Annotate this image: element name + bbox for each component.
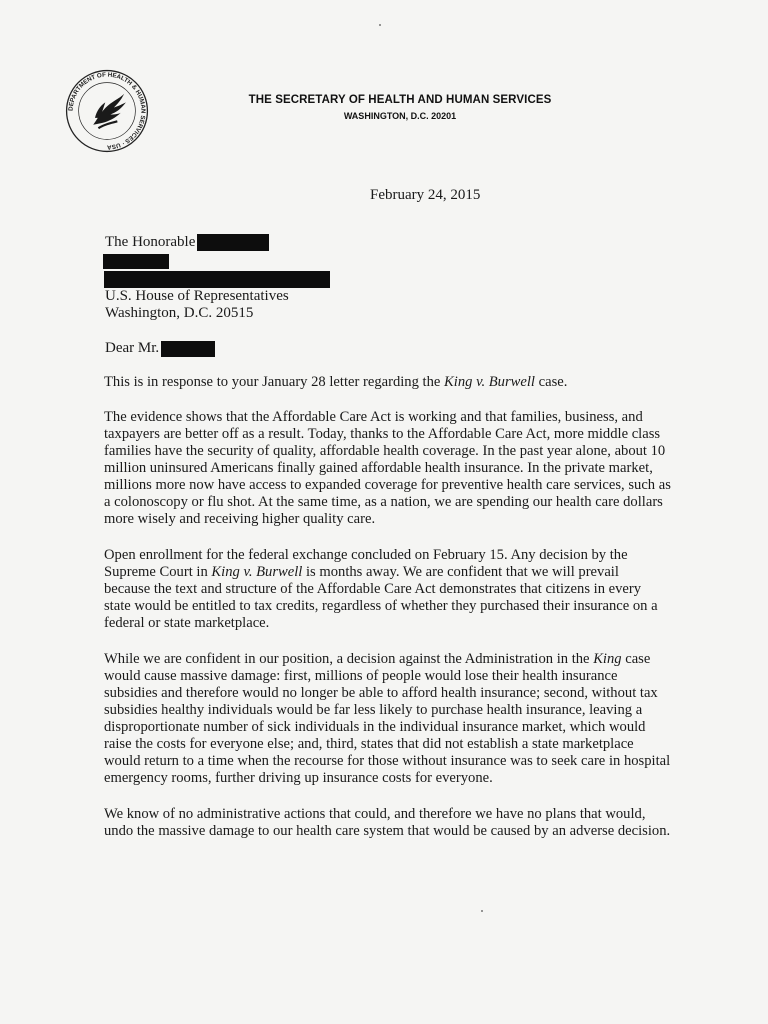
p3-line: Open enrollment for the federal exchange concluded on February 15. Any decision by the [104, 547, 628, 563]
p2-line: more wisely and receiving higher quality care. [104, 511, 376, 527]
salutation [105, 340, 215, 357]
paragraph-5 [104, 806, 674, 840]
p4-line: raise the costs for everyone else; and, third, states that did not establish a state marketplace [104, 736, 634, 752]
redaction-name [197, 234, 269, 251]
case-name: King [593, 651, 622, 667]
p2-line: taxpayers are better off as a result. Today, thanks to the Affordable Care Act, more middle class [104, 426, 661, 442]
p4-text: case [621, 651, 651, 667]
p4-line: emergency rooms, further driving up insurance costs for everyone. [104, 770, 493, 786]
p2-line: millions more now have access to expanded coverage for preventive health care services, such as [104, 477, 671, 493]
salutation-text: Dear Mr. [105, 340, 160, 356]
p4-line: would cause massive damage: first, millions of people would lose their health insurance [104, 668, 618, 684]
p3-text: Supreme Court in [104, 564, 212, 580]
p3-line [104, 564, 674, 581]
p3-line: federal or state marketplace. [104, 615, 270, 631]
letterhead-title: THE SECRETARY OF HEALTH AND HUMAN SERVICES [248, 94, 552, 106]
svg-text:DEPARTMENT OF HEALTH & HUMAN S: DEPARTMENT OF HEALTH & HUMAN SERVICES · USA [67, 71, 147, 151]
p3-text: is months away. We are confident that we will prevail [302, 564, 619, 580]
p1-text-end: case. [534, 374, 568, 390]
paragraph-1 [104, 374, 674, 391]
p2-line: million uninsured Americans finally gained affordable health insurance. In the private market, [104, 460, 653, 476]
p2-line: a colonoscopy or flu shot. At the same time, as a nation, we are spending our health care dollars [104, 494, 663, 510]
p3-line: state would be entitled to tax credits, regardless of whether they purchased their insurance on a [104, 598, 658, 614]
p1-text: This is in response to your January 28 letter regarding the [104, 374, 445, 390]
addressee-line-5: Washington, D.C. 20515 [105, 305, 254, 321]
letter-date: February 24, 2015 [370, 187, 481, 203]
p5-line: undo the massive damage to our health care system that would be caused by an adverse decision. [104, 823, 671, 839]
paragraph-4 [104, 651, 674, 787]
scan-speck [481, 910, 483, 912]
p4-line: subsidies healthy individuals would be far less likely to purchase health insurance, leaving a [104, 702, 643, 718]
hhs-seal-icon [64, 68, 150, 154]
p4-line: would return to a time when the recourse for those without insurance was to seek care in hospital [104, 753, 671, 769]
p3-line: because the text and structure of the Affordable Care Act demonstrates that citizens in every [104, 581, 642, 597]
paragraph-2 [104, 409, 674, 528]
addressee-line-4: U.S. House of Representatives [105, 288, 289, 304]
p4-line [104, 651, 674, 668]
addressee-line-1 [105, 234, 269, 251]
scan-speck [379, 24, 381, 26]
p5-line: We know of no administrative actions that could, and therefore we have no plans that would, [104, 806, 646, 822]
case-name: King v. Burwell [211, 564, 303, 580]
p2-line: families have the security of quality, affordable health coverage. In the past year alone, about 10 [104, 443, 666, 459]
p4-text: While we are confident in our position, a decision against the Administration in the [104, 651, 594, 667]
p4-line: subsidies and therefore would no longer be able to afford health insurance; second, without tax [104, 685, 658, 701]
p4-line: disproportionate number of sick individuals in the individual insurance market, which would [104, 719, 646, 735]
p2-line: The evidence shows that the Affordable Care Act is working and that families, business, and [104, 409, 643, 425]
redaction-title [103, 254, 169, 269]
letterhead-address: WASHINGTON, D.C. 20201 [343, 111, 457, 121]
case-name: King v. Burwell [444, 374, 535, 390]
redaction-committee [104, 271, 330, 288]
redaction-salutation-name [161, 341, 215, 357]
addressee-honorific: The Honorable [105, 234, 196, 250]
paragraph-3 [104, 547, 674, 632]
